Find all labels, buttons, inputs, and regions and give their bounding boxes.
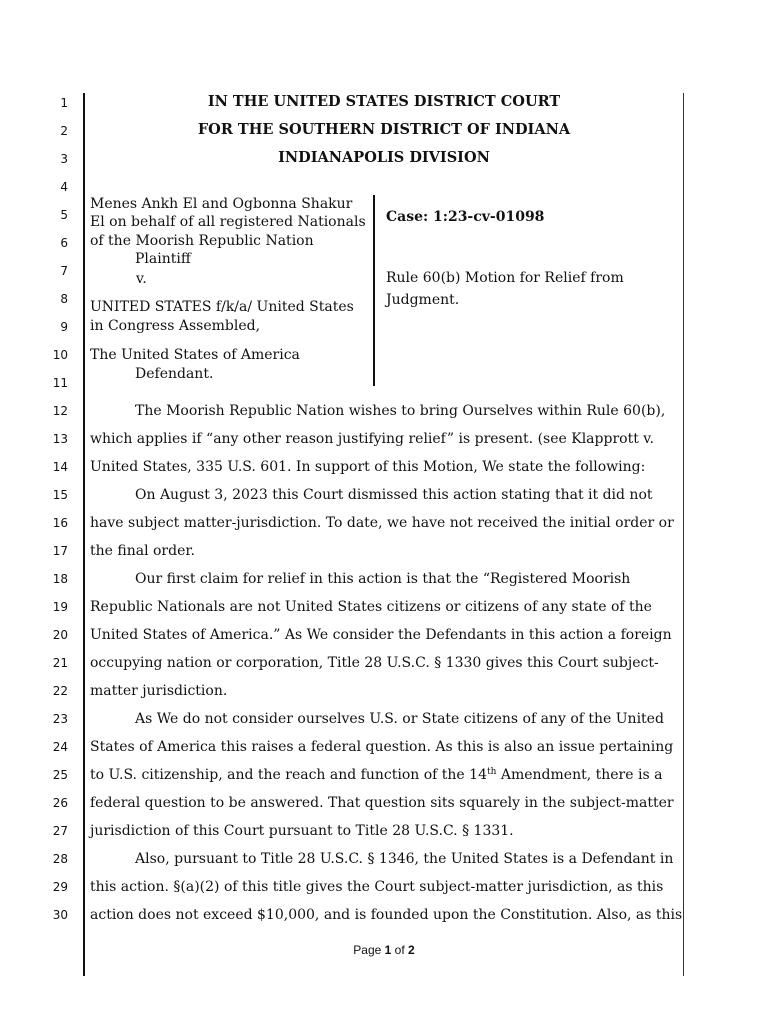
body-line: The Moorish Republic Nation wishes to bring Ourselves within Rule 60(b), <box>135 403 666 419</box>
body-line: this action. §(a)(2) of this title gives the Court subject-matter jurisdiction, as this <box>90 879 664 895</box>
body-line <box>90 766 662 784</box>
body-line: On August 3, 2023 this Court dismissed this action stating that it did not <box>135 487 653 503</box>
line-number: 23 <box>52 712 68 726</box>
body-line: jurisdiction of this Court pursuant to Title 28 U.S.C. § 1331. <box>90 823 514 839</box>
footer-page-word: Page <box>353 943 382 957</box>
line-number: 12 <box>52 404 68 418</box>
versus-label: v. <box>136 271 147 287</box>
body-line: United States, 335 U.S. 601. In support of this Motion, We state the following: <box>90 459 646 475</box>
line-number: 19 <box>52 600 68 614</box>
court-title: IN THE UNITED STATES DISTRICT COURT <box>207 93 561 110</box>
line-number: 26 <box>52 796 68 810</box>
body-line: occupying nation or corporation, Title 28 U.S.C. § 1330 gives this Court subject- <box>90 655 659 671</box>
line-number: 18 <box>52 572 68 586</box>
plaintiff-line: El on behalf of all registered Nationals <box>90 214 366 230</box>
line-number: 2 <box>60 124 68 138</box>
body-line: United States of America.” As We consider the Defendants in this action a foreign <box>90 627 672 643</box>
line-number: 21 <box>52 656 68 670</box>
footer-of-word: of <box>394 943 405 957</box>
line-number: 13 <box>52 432 68 446</box>
footer-total-pages: 2 <box>408 943 415 957</box>
body-line-text: to U.S. citizenship, and the reach and function of the 14 <box>90 767 487 783</box>
left-margin-rule <box>83 93 85 976</box>
body-line: federal question to be answered. That question sits squarely in the subject-matter <box>90 795 674 811</box>
line-number: 14 <box>52 460 68 474</box>
motion-title-line: Judgment. <box>386 292 460 308</box>
page-footer <box>0 942 768 958</box>
line-number: 17 <box>52 544 68 558</box>
line-number: 16 <box>52 516 68 530</box>
body-line: Republic Nationals are not United States citizens or citizens of any state of the <box>90 599 652 615</box>
footer-current-page: 1 <box>384 943 392 957</box>
line-number: 25 <box>52 768 68 782</box>
line-number: 15 <box>52 488 68 502</box>
line-number: 20 <box>52 628 68 642</box>
defendant-line: The United States of America <box>90 347 300 363</box>
body-line: the final order. <box>90 543 195 559</box>
defendant-line: UNITED STATES f/k/a/ United States <box>90 299 354 315</box>
body-line: have subject matter-jurisdiction. To date, we have not received the initial order or <box>90 515 674 531</box>
line-number: 28 <box>52 852 68 866</box>
line-number: 24 <box>52 740 68 754</box>
right-margin-rule <box>683 93 684 976</box>
line-number: 10 <box>52 348 68 362</box>
line-number: 1 <box>60 96 68 110</box>
line-number: 9 <box>60 320 68 334</box>
line-number: 22 <box>52 684 68 698</box>
plaintiff-line: of the Moorish Republic Nation <box>90 233 314 249</box>
body-line: States of America this raises a federal question. As this is also an issue pertaining <box>90 739 674 755</box>
line-number: 6 <box>60 236 68 250</box>
line-number: 5 <box>60 208 68 222</box>
line-number: 11 <box>52 376 68 390</box>
line-number: 8 <box>60 292 68 306</box>
plaintiff-label: Plaintiff <box>135 251 191 267</box>
defendant-label: Defendant. <box>135 366 214 382</box>
case-number: Case: 1:23-cv-01098 <box>386 209 545 225</box>
body-line: Also, pursuant to Title 28 U.S.C. § 1346, the United States is a Defendant in <box>135 851 674 867</box>
body-line: As We do not consider ourselves U.S. or State citizens of any of the United <box>135 711 664 727</box>
plaintiff-line: Menes Ankh El and Ogbonna Shakur <box>90 196 353 212</box>
line-number: 27 <box>52 824 68 838</box>
line-number: 4 <box>60 180 68 194</box>
ordinal-superscript: th <box>486 767 497 777</box>
division-title: INDIANAPOLIS DIVISION <box>278 149 490 166</box>
line-number: 3 <box>60 152 68 166</box>
body-line-tail: Amendment, there is a <box>496 767 663 783</box>
caption-divider <box>373 195 375 386</box>
motion-title-line: Rule 60(b) Motion for Relief from <box>386 270 624 286</box>
line-number: 29 <box>52 880 68 894</box>
defendant-line: in Congress Assembled, <box>90 318 261 334</box>
line-number: 30 <box>52 908 68 922</box>
body-line: Our first claim for relief in this action is that the “Registered Moorish <box>135 571 631 587</box>
body-line: matter jurisdiction. <box>90 683 228 699</box>
district-title: FOR THE SOUTHERN DISTRICT OF INDIANA <box>197 121 571 138</box>
body-line: which applies if “any other reason justifying relief” is present. (see Klapprott v. <box>90 431 654 447</box>
body-line: action does not exceed $10,000, and is founded upon the Constitution. Also, as this <box>90 907 683 923</box>
line-number: 7 <box>60 264 68 278</box>
